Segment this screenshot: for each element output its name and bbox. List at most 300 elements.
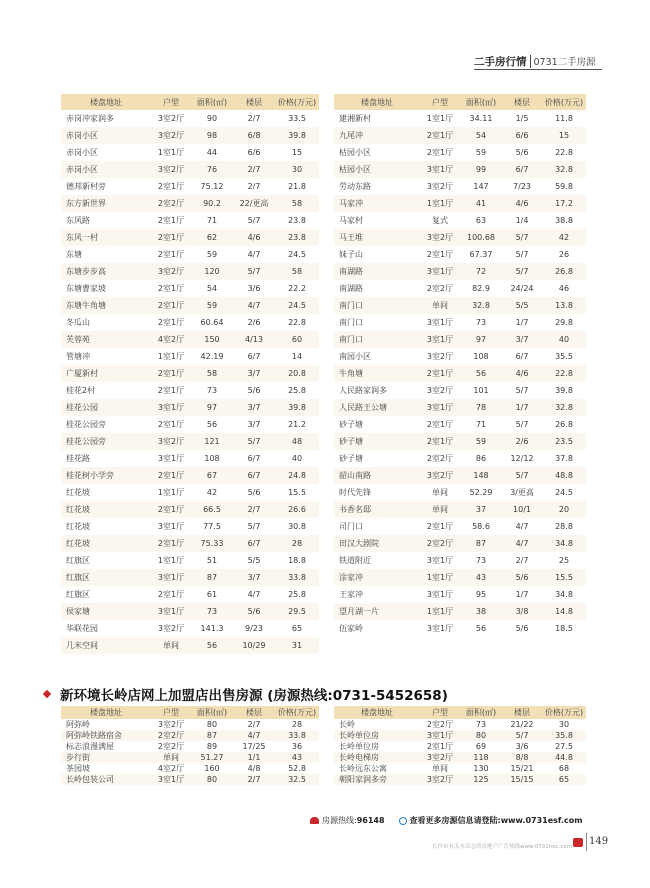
table-cell: 30 [558,720,570,729]
table-cell: 赤岗冲家润多 [66,114,114,123]
table-cell: 东塘 [66,250,82,259]
table-cell: 1室1厅 [157,352,185,361]
table-cell: 80 [206,720,218,729]
table-row [61,399,319,416]
table-cell: 3室2厅 [151,161,191,178]
table-cell: 22.8 [555,148,573,157]
table-cell: 广厦新村 [61,365,151,382]
table-cell: 30.8 [288,522,306,531]
table-row [334,752,586,763]
table-cell: 15 [542,127,586,144]
table-cell: 2室1厅 [151,501,191,518]
table-cell: 120 [191,263,233,280]
table-cell: 2室1厅 [151,229,191,246]
table-cell: 59 [206,250,218,259]
table-cell: 枯园小区 [334,161,420,178]
table-cell: 3室1厅 [420,730,460,741]
table-cell: 75.12 [200,182,224,191]
table-cell: 34.8 [542,535,586,552]
table-cell: 南门口 [339,318,363,327]
table-cell: 71 [206,216,218,225]
table-cell: 24.5 [275,297,319,314]
table-cell: 南湖路 [334,263,420,280]
table-cell: 58 [275,263,319,280]
diamond-bullet-icon [43,690,51,698]
table-cell: 2/7 [247,720,261,729]
table-cell: 3室2厅 [151,127,191,144]
print-line: 长沙市有关本杂志的房地产广告热线www.0731hoc.com [432,844,573,850]
table-row [334,433,586,450]
table-cell: 34.11 [469,114,493,123]
table-row [61,763,319,774]
table-row [61,637,319,654]
table-cell: 2室1厅 [157,216,185,225]
column-header: 面积(㎡) [191,94,233,110]
table-cell: 2室2厅 [426,454,454,463]
table-cell: 51 [206,556,218,565]
table-row [334,730,586,741]
table-cell: 3室1厅 [157,454,185,463]
table-cell: 58.6 [472,522,490,531]
table-cell: 67.37 [469,250,493,259]
table-row [61,195,319,212]
table-row [61,178,319,195]
table-cell: 涂家冲 [334,569,420,586]
listing-table-left [61,94,319,654]
table-cell: 14.8 [542,603,586,620]
table-cell: 人民路家润多 [339,386,387,395]
table-cell: 2室1厅 [151,467,191,484]
table-cell: 4室2厅 [151,331,191,348]
column-header: 面积(㎡) [460,706,502,719]
table-cell: 3室2厅 [420,774,460,785]
table-cell: 6/7 [247,352,261,361]
table-row [334,382,586,399]
table-row [334,719,586,730]
table-cell: 3室2厅 [420,229,460,246]
table-cell: 2室1厅 [420,127,460,144]
table-cell: 77.5 [203,522,221,531]
table-row [61,586,319,603]
column-header: 户型 [151,706,191,719]
table-cell: 2室1厅 [157,250,185,259]
table-row [334,263,586,280]
table-cell: 1/7 [515,318,529,327]
table-cell: 23.5 [542,433,586,450]
table-cell: 59.8 [555,182,573,191]
table-cell: 长岭电梯房 [334,752,420,763]
site-url[interactable]: www.0731esf.com [500,816,583,825]
table-cell: 1/7 [515,590,529,599]
table-cell: 58 [275,195,319,212]
table-cell: 80 [191,774,233,785]
table-cell: 2室1厅 [151,535,191,552]
table-row [334,195,586,212]
table-cell: 42.19 [200,352,224,361]
table-cell: 东风路 [66,216,90,225]
table-cell: 65 [291,624,303,633]
table-cell: 3/6 [247,284,261,293]
table-cell: 3室2厅 [151,263,191,280]
table-cell: 56 [191,637,233,654]
table-cell: 108 [204,454,220,463]
table-cell: 2室2厅 [426,720,454,729]
table-cell: 3室1厅 [426,318,454,327]
table-cell: 26 [558,250,570,259]
column-header: 户型 [151,94,191,110]
column-header: 楼层 [502,706,542,719]
table-row [61,382,319,399]
table-cell: 5/6 [515,148,529,157]
column-header: 楼盘地址 [334,94,420,110]
table-cell: 95 [475,590,487,599]
table-cell: 63 [475,216,487,225]
table-cell: 6/7 [233,535,275,552]
table-cell: 2室1厅 [157,590,185,599]
table-cell: 43 [460,569,502,586]
table-cell: 2/7 [515,556,529,565]
table-row [61,603,319,620]
table-cell: 148 [460,467,502,484]
table-cell: 5/7 [247,216,261,225]
table-cell: 10/29 [233,637,275,654]
table-cell: 59 [475,148,487,157]
column-header: 楼层 [233,706,275,719]
table-cell: 15/21 [510,764,534,773]
table-cell: 2室2厅 [151,195,191,212]
table-cell: 5/7 [502,467,542,484]
table-row [334,416,586,433]
table-cell: 2室1厅 [157,318,185,327]
table-cell: 马家村 [339,216,363,225]
table-cell: 12/12 [510,454,534,463]
table-cell: 砂子塘 [334,433,420,450]
column-header: 楼盘地址 [334,706,420,719]
section-heading [44,684,448,704]
table-cell: 4/7 [233,730,275,741]
page-divider [586,833,587,851]
table-cell: 6/7 [502,161,542,178]
table-cell: 125 [460,774,502,785]
table-row [61,450,319,467]
table-cell: 2室1厅 [157,386,185,395]
table-cell: 冬瓜山 [66,318,90,327]
table-row [334,331,586,348]
table-cell: 1室1厅 [420,603,460,620]
table-cell: 21/22 [510,720,534,729]
table-cell: 4/13 [233,331,275,348]
table-cell: 41 [460,195,502,212]
table-cell: 单间 [432,764,448,773]
table-cell: 8/8 [502,752,542,763]
table-cell: 56 [475,624,487,633]
table-cell: 30 [275,161,319,178]
table-cell: 130 [473,764,489,773]
table-row [334,484,586,501]
table-cell: 11.8 [555,114,573,123]
table-cell: 98 [191,127,233,144]
table-cell: 40 [291,454,303,463]
section-title: 新环境长岭店网上加盟店出售房源 (房源热线:0731-5452658) [60,688,448,704]
table-cell: 红旗区 [66,590,90,599]
column-header: 户型 [420,706,460,719]
table-cell: 3/8 [502,603,542,620]
table-row [334,280,586,297]
table-cell: 2室2厅 [151,730,191,741]
table-cell: 人民路王公塘 [334,399,420,416]
table-row [61,467,319,484]
table-cell: 99 [460,161,502,178]
table-cell: 5/6 [515,624,529,633]
table-cell: 赤岗小区 [61,127,151,144]
table-cell: 5/5 [247,556,261,565]
table-row [334,450,586,467]
table-cell: 25 [558,556,570,565]
table-cell: 20 [542,501,586,518]
table-row [61,127,319,144]
table-cell: 3室1厅 [420,263,460,280]
table-row [334,741,586,752]
table-row [61,552,319,569]
table-row [61,484,319,501]
table-cell: 46 [558,284,570,293]
table-cell: 5/6 [233,603,275,620]
table-cell: 3室2厅 [157,624,185,633]
table-row [61,620,319,637]
table-cell: 2室1厅 [157,284,185,293]
footer-contact [310,815,583,826]
table-cell: 37.8 [555,454,573,463]
header-divider [530,55,531,68]
table-cell: 121 [191,433,233,450]
table-row [334,229,586,246]
table-cell: 6/7 [233,467,275,484]
table-cell: 单间 [151,637,191,654]
table-row [334,161,586,178]
table-cell: 司门口 [339,522,363,531]
table-cell: 桂花路 [66,454,90,463]
table-row [61,569,319,586]
table-cell: 7/23 [513,182,531,191]
table-cell: 侯家塘 [61,603,151,620]
table-row [334,399,586,416]
table-cell: 18.8 [288,556,306,565]
column-header: 价格(万元) [542,94,586,110]
table-cell: 3室1厅 [426,556,454,565]
logo-icon [573,838,583,847]
table-row [61,280,319,297]
table-cell: 5/7 [515,250,529,259]
table-row [334,348,586,365]
table-row [334,603,586,620]
table-cell: 6/7 [247,454,261,463]
table-cell: 4室2厅 [157,764,185,773]
table-cell: 25.8 [288,386,306,395]
column-header: 楼层 [233,94,275,110]
table-cell: 2室2厅 [420,535,460,552]
table-row [61,144,319,161]
table-cell: 桂花2村 [66,386,96,395]
table-cell: 2室1厅 [426,420,454,429]
table-cell: 3室1厅 [151,569,191,586]
table-cell: 60 [275,331,319,348]
table-cell: 望月湖一片 [334,603,420,620]
table-cell: 5/7 [233,433,275,450]
table-cell: 3/7 [233,365,275,382]
table-cell: 2室1厅 [426,522,454,531]
table-cell: 马王堆 [334,229,420,246]
table-cell: 阿弥岭 [66,720,90,729]
table-cell: 1室1厅 [157,488,185,497]
table-cell: 5/7 [233,263,275,280]
table-cell: 76 [191,161,233,178]
table-cell: 86 [475,454,487,463]
table-row [61,535,319,552]
phone-icon [310,817,319,824]
table-cell: 步行街 [61,752,151,763]
table-cell: 3室1厅 [151,603,191,620]
table-cell: 38.8 [555,216,573,225]
table-cell: 108 [473,352,489,361]
table-cell: 33.8 [275,569,319,586]
table-cell: 4/7 [247,590,261,599]
table-row [334,144,586,161]
table-row [61,331,319,348]
table-cell: 160 [204,764,220,773]
page-header [474,53,596,69]
table-cell: 29.5 [275,603,319,620]
table-cell: 赤岗小区 [61,161,151,178]
table-cell: 141.3 [200,624,224,633]
table-cell: 复式 [432,216,448,225]
table-cell: 97 [460,331,502,348]
table-cell: 38 [460,603,502,620]
table-cell: 桂花公园 [61,399,151,416]
table-cell: 管塘冲 [66,352,90,361]
table-cell: 王家冲 [339,590,363,599]
table-cell: 3室1厅 [151,774,191,785]
table-cell: 2室2厅 [426,284,454,293]
table-cell: 6/6 [247,148,261,157]
table-cell: 4/7 [247,250,261,259]
listing-table-bottom-right [334,706,586,785]
table-row [61,263,319,280]
globe-icon [399,817,407,825]
table-cell: 1室1厅 [420,569,460,586]
table-cell: 6/8 [233,127,275,144]
table-cell: 东风一村 [61,229,151,246]
column-header: 楼层 [502,94,542,110]
column-header: 面积(㎡) [460,94,502,110]
table-cell: 2室1厅 [151,297,191,314]
header-title: 二手房行情 [474,55,527,68]
table-cell: 3室2厅 [157,114,185,123]
table-cell: 2/7 [247,114,261,123]
table-cell: 10/1 [502,501,542,518]
column-header: 楼盘地址 [61,94,151,110]
table-cell: 1室1厅 [157,556,185,565]
table-row [61,161,319,178]
table-cell: 1室1厅 [426,114,454,123]
table-row [334,127,586,144]
table-cell: 2/6 [247,318,261,327]
table-cell: 阿弥岭铁路宿舍 [61,730,151,741]
table-cell: 17/25 [242,742,266,751]
table-row [61,246,319,263]
table-cell: 28 [275,535,319,552]
table-cell: 1室1厅 [157,148,185,157]
table-cell: 59 [191,297,233,314]
table-cell: 2/7 [247,182,261,191]
page-number: 149 [589,836,609,847]
table-cell: 22.2 [288,284,306,293]
table-row [334,620,586,637]
table-cell: 32.5 [275,774,319,785]
table-cell: 3/7 [247,420,261,429]
table-cell: 南门口 [334,297,420,314]
table-cell: 15.5 [542,569,586,586]
table-cell: 3室2厅 [420,752,460,763]
table-cell: 劳动东路 [339,182,371,191]
table-cell: 牛角塘 [334,365,420,382]
table-cell: 42 [206,488,218,497]
table-row [334,246,586,263]
table-cell: 73 [191,603,233,620]
table-cell: 3室1厅 [420,161,460,178]
table-cell: 75.33 [191,535,233,552]
table-cell: 17.2 [542,195,586,212]
table-cell: 4/6 [233,229,275,246]
table-cell: 3/6 [515,742,529,751]
table-cell: 6/6 [502,127,542,144]
table-cell: 4/6 [502,365,542,382]
table-cell: 长岭单位房 [339,742,379,751]
listing-table-bottom-left [61,706,319,785]
table-cell: 72 [460,263,502,280]
table-cell: 朝阳家润多旁 [334,774,420,785]
header-rule [474,69,602,70]
table-cell: 5/6 [247,386,261,395]
table-cell: 5/7 [502,730,542,741]
table-cell: 13.8 [542,297,586,314]
table-cell: 桂花公园旁 [66,420,106,429]
table-cell: 3/7 [233,399,275,416]
table-cell: 5/7 [502,229,542,246]
table-cell: 43 [275,752,319,763]
table-cell: 东塘曹家坡 [66,284,106,293]
table-cell: 1/1 [233,752,275,763]
table-cell: 单间 [432,488,448,497]
table-row [334,518,586,535]
table-cell: 73 [475,720,487,729]
table-cell: 2室2厅 [157,742,185,751]
table-row [61,348,319,365]
table-cell: 101 [473,386,489,395]
table-cell: 87 [460,535,502,552]
more-label: 查看更多房源信息请登陆: [409,816,501,825]
table-cell: 15/15 [502,774,542,785]
table-cell: 桂花树小学旁 [61,467,151,484]
table-cell: 4/7 [233,297,275,314]
table-cell: 18.5 [555,624,573,633]
table-cell: 砂子塘 [339,420,363,429]
table-cell: 87 [191,569,233,586]
column-header: 楼盘地址 [61,706,151,719]
table-cell: 3/7 [233,569,275,586]
table-row [61,719,319,730]
table-cell: 24.5 [288,250,306,259]
table-cell: 2室1厅 [420,365,460,382]
